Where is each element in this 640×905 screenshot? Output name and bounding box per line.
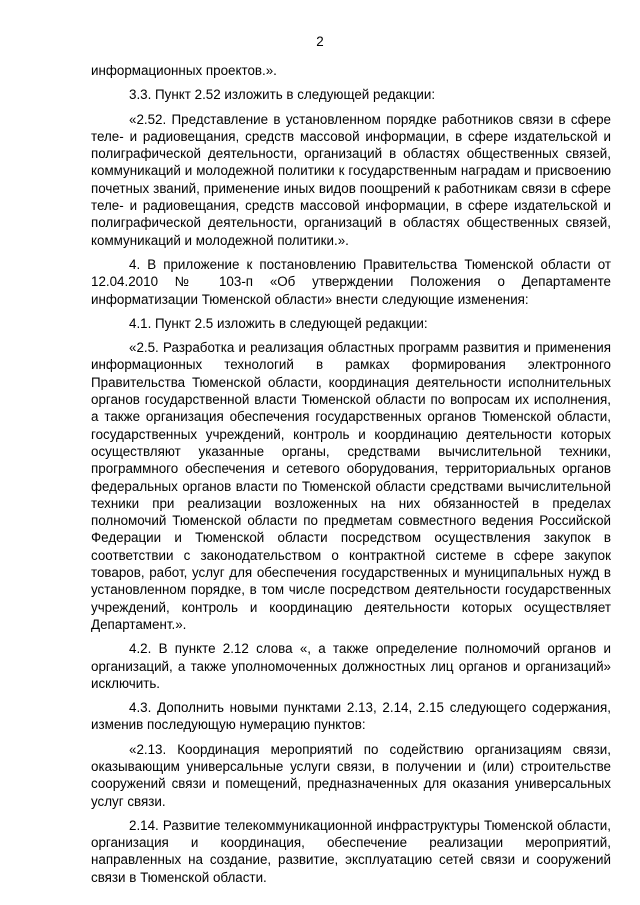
- document-body: [91, 62, 611, 893]
- paragraph: 4.1. Пункт 2.5 изложить в следующей редакции:: [129, 315, 428, 331]
- paragraph: 4.2. В пункте 2.12 слова «, а также определение полномочий органов и организаций, а также уполномоченных должностных лиц органов и организаций» исключить.: [91, 641, 611, 691]
- paragraph: 4. В приложение к постановлению Правительства Тюменской области от 12.04.2010 № 103-п «Об утверждении Положения о Департаменте информатизации Тюменской области» внести следующие изменения:: [91, 256, 611, 307]
- paragraph: «2.5. Разработка и реализация областных программ развития и применения информационных технологий в рамках формирования электронного Правительства Тюменской области, координация деятельности исполнительных органов государственной власти Тюменской области по вопросам их исполнения, а также организация обеспечения государственных органов Тюменской области, государственных учреждений, контроль и координацию деятельности которых осуществляют указанные органы, средствами вычислительной техники, программного обеспечения и сетевого оборудования, территориальных органов федеральных органов власти по Тюменской области средствами вычислительной техники при реализации возложенных на них обязанностей в пределах полномочий Тюменской области по предметам совместного ведения Российской Федерации и Тюменской области посредством осуществления закупок в соответствии с законодательством о контрактной системе в сфере закупок товаров, работ, услуг для обеспечения государственных и муниципальных нужд в установленном порядке, в том числе посредством деятельности государственных учреждений, контроль и координацию деятельности которых осуществляет Департамент.».: [91, 340, 611, 632]
- paragraph: «2.52. Представление в установленном порядке работников связи в сфере теле- и радиовещания, средств массовой информации, в сфере издательской и полиграфической деятельности, организаций в областях общественных связей, коммуникаций и молодежной политики к государственным наградам и присвоению почетных званий, применение иных видов поощрений к работникам связи в сфере теле- и радиовещания, средств массовой информации, в сфере издательской и полиграфической деятельности, организаций в областях общественных связей, коммуникаций и молодежной политики.».: [91, 111, 611, 248]
- page-number: 2: [316, 34, 324, 49]
- paragraph: информационных проектов.».: [91, 63, 277, 78]
- paragraph: 3.3. Пункт 2.52 изложить в следующей редакции:: [129, 87, 436, 103]
- paragraph: 2.14. Развитие телекоммуникационной инфраструктуры Тюменской области, организация и координация, обеспечение реализации мероприятий, направленных на создание, развитие, эксплуатацию сетей связи и сооружений связи в Тюменской области.: [91, 817, 611, 885]
- paragraph: «2.13. Координация мероприятий по содействию организациям связи, оказывающим универсальные услуги связи, в получении и (или) строительстве сооружений связи и помещений, предназначенных для оказания универсальных услуг связи.: [91, 741, 611, 809]
- paragraph: 4.3. Дополнить новыми пунктами 2.13, 2.14, 2.15 следующего содержания, изменив последующую нумерацию пунктов:: [91, 700, 611, 733]
